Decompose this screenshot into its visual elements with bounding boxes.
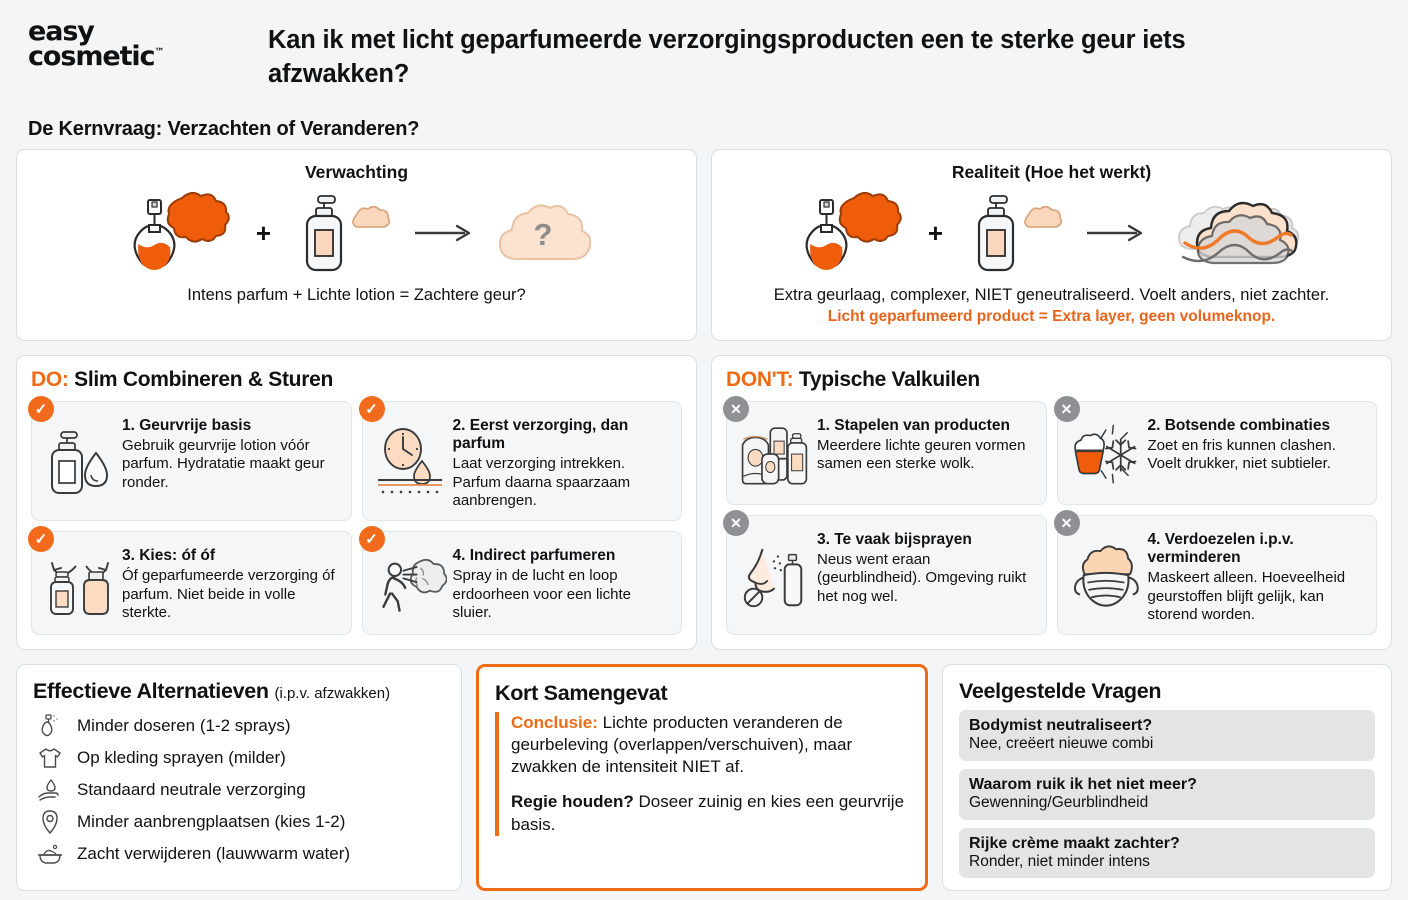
do-tip-1-text: Gebruik geurvrije lotion vóór parfum. Hydratatie maakt geur ronder. bbox=[122, 437, 325, 491]
alternatives-item-label: Standaard neutrale verzorging bbox=[77, 780, 306, 800]
core-section-heading: De Kernvraag: Verzachten of Veranderen? bbox=[28, 118, 420, 140]
summary-conclusion-text: Lichte producten veranderen de geurbeleving (overlappen/verschuiven), maar zwakken de intensiteit NIET af. bbox=[511, 713, 853, 777]
walking-person-mist-icon bbox=[373, 546, 447, 624]
clock-skin-absorption-icon bbox=[373, 416, 447, 510]
location-pin-icon bbox=[33, 809, 67, 835]
alternatives-panel bbox=[16, 664, 462, 891]
do-tip-3-text: Óf geparfumeerde verzorging óf parfum. Niet beide in volle sterkte. bbox=[122, 567, 335, 621]
list-item[interactable] bbox=[33, 838, 445, 870]
check-icon: ✓ bbox=[28, 526, 54, 552]
lotion-bottle-peach-cloud-icon bbox=[959, 190, 1065, 276]
swap-arrows-bottles-icon bbox=[42, 546, 116, 624]
check-icon: ✓ bbox=[28, 396, 54, 422]
page-header bbox=[0, 0, 1408, 118]
faq-item-3[interactable] bbox=[959, 828, 1375, 879]
hand-droplet-icon bbox=[33, 777, 67, 803]
dont-tip-1[interactable] bbox=[726, 401, 1047, 505]
reality-visual bbox=[726, 187, 1377, 279]
faq-panel bbox=[942, 664, 1392, 891]
check-icon: ✓ bbox=[359, 396, 385, 422]
cross-icon: ✕ bbox=[723, 396, 749, 422]
dont-tip-3[interactable] bbox=[726, 515, 1047, 635]
nose-spray-blocked-icon bbox=[737, 530, 811, 624]
reality-caption-accent: Licht geparfumeerd product = Extra layer, geen volumeknop. bbox=[827, 307, 1276, 325]
perfume-spray-icon bbox=[33, 713, 67, 739]
summary-title: Kort Samengevat bbox=[495, 681, 668, 706]
expectation-panel bbox=[16, 149, 697, 341]
cross-icon: ✕ bbox=[723, 510, 749, 536]
summary-conclusion bbox=[511, 712, 909, 778]
lotion-bottle-droplet-icon bbox=[42, 416, 116, 510]
alternatives-item-label: Op kleding sprayen (milder) bbox=[77, 748, 286, 768]
summary-control bbox=[511, 791, 909, 835]
do-tip-3-body bbox=[122, 546, 341, 624]
perfume-bottle-orange-cloud-icon bbox=[122, 190, 240, 276]
do-heading-text: Slim Combineren & Sturen bbox=[74, 368, 333, 391]
reality-title: Realiteit (Hoe het werkt) bbox=[951, 162, 1152, 182]
do-keyword: DO: bbox=[31, 368, 69, 391]
summary-control-label: Regie houden? bbox=[511, 792, 634, 812]
dos-donts-row bbox=[0, 355, 1408, 650]
faq-question: Rijke crème maakt zachter? bbox=[969, 834, 1180, 852]
list-item[interactable] bbox=[33, 742, 445, 774]
cross-icon: ✕ bbox=[1054, 510, 1080, 536]
core-row bbox=[0, 149, 1408, 341]
dont-tip-2-body bbox=[1148, 416, 1367, 494]
brand-logo-line1: easy bbox=[28, 16, 94, 47]
faq-answer: Nee, creëert nieuwe combi bbox=[969, 735, 1154, 753]
list-item[interactable] bbox=[33, 710, 445, 742]
alternatives-list bbox=[33, 710, 445, 870]
dont-tip-1-body bbox=[817, 416, 1036, 494]
faq-title: Veelgestelde Vragen bbox=[959, 679, 1162, 704]
alternatives-item-label: Zacht verwijderen (lauwwarm water) bbox=[77, 844, 351, 864]
dont-tip-3-text: Neus went eraan (geurblindheid). Omgeving ruikt het nog wel. bbox=[817, 551, 1027, 605]
dont-tip-3-body bbox=[817, 530, 1036, 624]
expectation-plus: + bbox=[255, 217, 272, 248]
dont-tip-4-text: Maskeert alleen. Hoeveelheid geurstoffen blijft gelijk, kan storend worden. bbox=[1147, 569, 1346, 623]
dont-heading bbox=[726, 368, 1377, 392]
question-cloud-icon bbox=[495, 197, 591, 269]
dont-tip-4-title: 4. Verdoezelen i.p.v. verminderen bbox=[1147, 531, 1294, 567]
do-panel bbox=[16, 355, 697, 650]
alternatives-subtitle: (i.p.v. afzwakken) bbox=[274, 685, 391, 703]
brand-logo-line2: cosmetic™ bbox=[28, 40, 165, 72]
bottom-row bbox=[0, 664, 1408, 891]
faq-item-2[interactable] bbox=[959, 769, 1375, 820]
summary-control-text: Doseer zuinig en kies een geurvrije basis. bbox=[511, 792, 905, 834]
do-tip-4[interactable] bbox=[362, 531, 683, 635]
dont-tip-1-title: 1. Stapelen van producten bbox=[817, 417, 1010, 434]
faq-question: Waarom ruik ik het niet meer? bbox=[969, 775, 1197, 793]
list-item[interactable] bbox=[33, 774, 445, 806]
dont-grid bbox=[726, 401, 1377, 635]
expectation-visual bbox=[31, 187, 682, 279]
face-mask-icon bbox=[1068, 530, 1142, 624]
dont-tip-2[interactable] bbox=[1057, 401, 1378, 505]
check-icon: ✓ bbox=[359, 526, 385, 552]
summary-conclusion-label: Conclusie: bbox=[511, 713, 598, 733]
reality-arrow-icon bbox=[1071, 224, 1161, 242]
do-tip-4-title: 4. Indirect parfumeren bbox=[452, 547, 616, 565]
do-tip-1[interactable] bbox=[31, 401, 352, 521]
list-item[interactable] bbox=[33, 806, 445, 838]
do-heading bbox=[31, 368, 682, 392]
dont-tip-2-title: 2. Botsende combinaties bbox=[1147, 417, 1331, 434]
layered-scent-clouds-icon bbox=[1167, 193, 1309, 273]
faq-question: Bodymist neutraliseert? bbox=[969, 717, 1153, 735]
do-tip-2-body bbox=[453, 416, 672, 510]
reality-caption: Extra geurlaag, complexer, NIET geneutraliseerd. Voelt anders, niet zachter. bbox=[773, 286, 1330, 304]
do-tip-2[interactable] bbox=[362, 401, 683, 521]
do-tip-1-title: 1. Geurvrije basis bbox=[122, 417, 252, 434]
expectation-title: Verwachting bbox=[304, 162, 409, 182]
alternatives-title-text: Effectieve Alternatieven bbox=[33, 679, 269, 704]
expectation-caption: Intens parfum + Lichte lotion = Zachtere geur? bbox=[187, 286, 526, 304]
dont-keyword: DON'T: bbox=[726, 368, 794, 391]
cross-icon: ✕ bbox=[1054, 396, 1080, 422]
do-tip-2-title: 2. Eerst verzorging, dan parfum bbox=[452, 417, 629, 453]
dont-panel bbox=[711, 355, 1392, 650]
tshirt-icon bbox=[33, 745, 67, 771]
alternatives-title bbox=[33, 679, 445, 704]
expectation-arrow-icon bbox=[399, 224, 489, 242]
faq-answer: Gewenning/Geurblindheid bbox=[969, 794, 1149, 812]
alternatives-item-label: Minder doseren (1-2 sprays) bbox=[77, 716, 291, 736]
faq-item-1[interactable] bbox=[959, 710, 1375, 761]
alternatives-item-label: Minder aanbrengplaatsen (kies 1-2) bbox=[77, 812, 346, 832]
reality-panel bbox=[711, 149, 1392, 341]
brand-logo bbox=[28, 16, 268, 70]
dont-tip-4[interactable] bbox=[1057, 515, 1378, 635]
summary-panel bbox=[476, 664, 928, 891]
do-tip-3-title: 3. Kies: óf óf bbox=[122, 547, 216, 565]
water-bowl-icon bbox=[33, 841, 67, 867]
dont-tip-2-text: Zoet en fris kunnen clashen. Voelt drukker, niet subtieler. bbox=[1147, 437, 1336, 473]
summary-block bbox=[495, 712, 909, 835]
page-title: Kan ik met licht geparfumeerde verzorgingsproducten een te sterke geur iets afzwakken? bbox=[268, 26, 1186, 88]
do-tip-3[interactable] bbox=[31, 531, 352, 635]
do-tip-1-body bbox=[122, 416, 341, 510]
cupcake-snowflake-clash-icon bbox=[1068, 416, 1142, 494]
do-grid bbox=[31, 401, 682, 635]
reality-plus: + bbox=[927, 217, 944, 248]
do-tip-4-text: Spray in de lucht en loop erdoorheen voor een lichte sluier. bbox=[452, 567, 631, 621]
perfume-bottle-orange-cloud-icon bbox=[794, 190, 912, 276]
do-tip-2-text: Laat verzorging intrekken. Parfum daarna spaarzaam aanbrengen. bbox=[452, 455, 631, 509]
dont-heading-text: Typische Valkuilen bbox=[798, 368, 980, 391]
svg-text:?: ? bbox=[533, 217, 553, 252]
dont-tip-4-body bbox=[1148, 530, 1367, 624]
dont-tip-3-title: 3. Te vaak bijsprayen bbox=[817, 531, 972, 548]
lotion-bottle-peach-cloud-icon bbox=[287, 190, 393, 276]
stacked-products-icon bbox=[737, 416, 811, 494]
faq-answer: Ronder, niet minder intens bbox=[969, 852, 1150, 870]
trademark-mark: ™ bbox=[154, 46, 165, 58]
do-tip-4-body bbox=[453, 546, 672, 624]
dont-tip-1-text: Meerdere lichte geuren vormen samen een sterke wolk. bbox=[817, 437, 1026, 473]
